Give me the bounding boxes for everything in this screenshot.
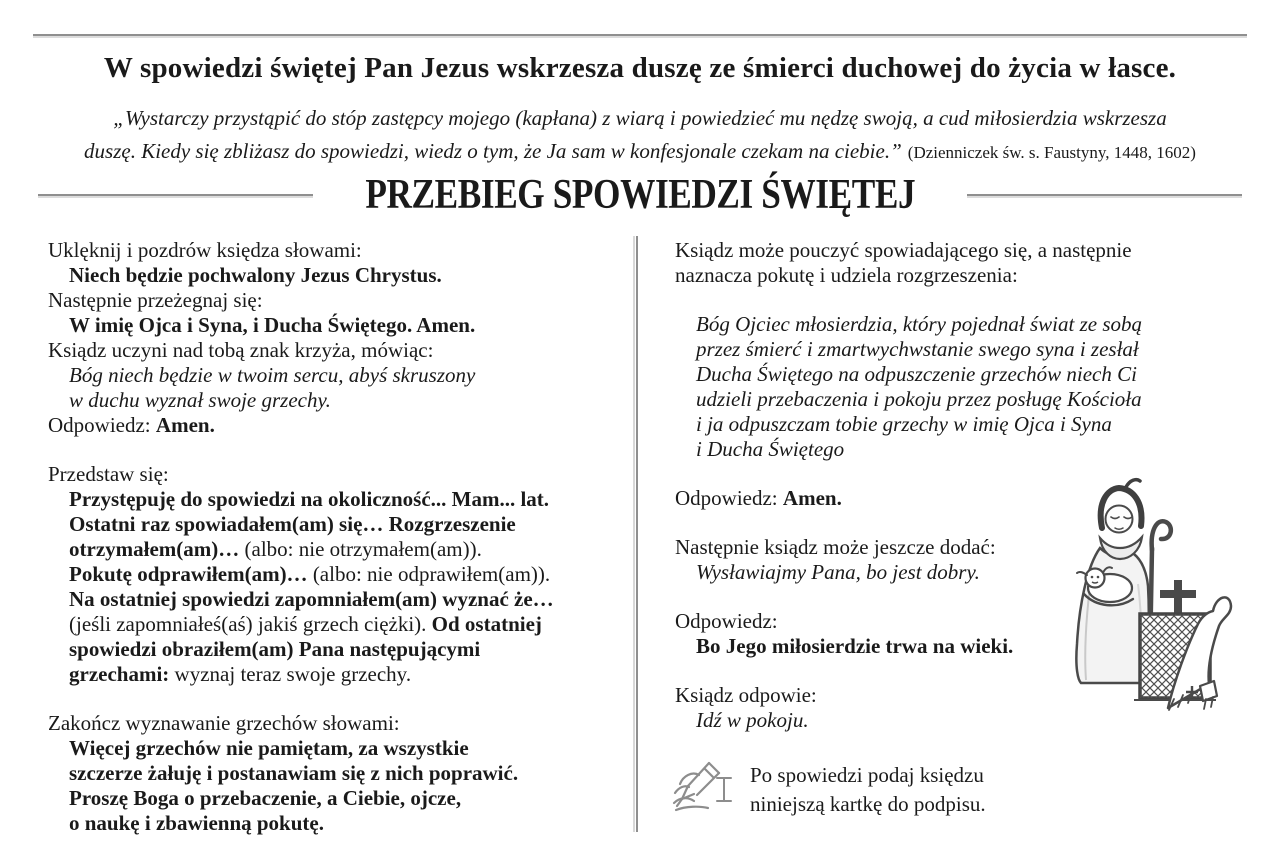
quote-attribution: (Dzienniczek św. s. Faustyny, 1448, 1602)	[907, 143, 1196, 162]
quote-line-2	[0, 135, 1280, 169]
text-line: spowiedzi obraziłem(am) Pana następującymi	[69, 637, 481, 661]
text-line: Ostatni raz spowiadałem(am) się… Rozgrzeszenie	[69, 512, 516, 536]
signature-note	[670, 756, 986, 820]
text-line: Przedstaw się:	[48, 462, 169, 486]
faustina-quote	[0, 102, 1280, 169]
text-line: (jeśli zapomniałeś(aś) jakiś grzech ciężki). Od ostatniej	[69, 612, 542, 636]
text-line: Przystępuję do spowiedzi na okoliczność... Mam... lat.	[69, 487, 550, 511]
text-line: Bóg niech będzie w twoim sercu, abyś skruszony	[69, 363, 476, 387]
text-line: i ja odpuszczam tobie grzechy w imię Ojca i Syna	[696, 412, 1112, 436]
text-line: Zakończ wyznawanie grzechów słowami:	[48, 711, 400, 735]
text-line: Następnie przeżegnaj się:	[48, 288, 263, 312]
section-title: PRZEBIEG SPOWIEDZI ŚWIĘTEJ	[365, 172, 915, 218]
text-line: o naukę i zbawienną pokutę.	[69, 811, 324, 835]
left-ornament-rule	[38, 194, 313, 196]
text-line: Idź w pokoju.	[696, 708, 809, 732]
text-line: Bóg Ojciec młosierdzia, który pojednał świat ze sobą	[696, 312, 1143, 336]
left-column	[48, 238, 633, 853]
right-ornament-rule	[967, 194, 1242, 196]
page-title: W spowiedzi świętej Pan Jezus wskrzesza duszę ze śmierci duchowej do życia w łasce.	[103, 52, 1177, 84]
signature-note-text	[750, 756, 986, 819]
text-line: Odpowiedz: Amen.	[48, 413, 215, 437]
text-line: grzechami: wyznaj teraz swoje grzechy.	[69, 662, 412, 686]
section-title-row	[38, 172, 1242, 218]
text-line: Bo Jego miłosierdzie trwa na wieki.	[696, 634, 1014, 658]
text-line: Uklęknij i pozdrów księdza słowami:	[48, 238, 362, 262]
text-line: i Ducha Świętego	[696, 437, 845, 461]
text-line: udzieli przebaczenia i pokoju przez posługę Kościoła	[696, 387, 1142, 411]
text-line: Odpowiedz:	[675, 609, 778, 633]
text-line: Odpowiedz: Amen.	[675, 486, 842, 510]
text-line: Następnie ksiądz może jeszcze dodać:	[675, 535, 996, 559]
text-block	[48, 711, 633, 836]
signature-pen-icon	[670, 756, 734, 820]
text-line: Pokutę odprawiłem(am)… (albo: nie odprawiłem(am)).	[69, 562, 551, 586]
text-line: w duchu wyznał swoje grzechy.	[69, 388, 331, 412]
text-line: przez śmierć i zmartwychwstanie swego syna i zesłał	[696, 337, 1139, 361]
text-line: Ksiądz może pouczyć spowiadającego się, a następnie	[675, 238, 1132, 262]
column-divider-rule	[636, 236, 638, 832]
text-block	[675, 238, 1275, 288]
text-line: Wysławiajmy Pana, bo jest dobry.	[696, 560, 980, 584]
text-block	[675, 312, 1275, 462]
quote-text: duszę. Kiedy się zbliżasz do spowiedzi, wiedz o tym, że Ja sam w konfesjonale czekam na ciebie.”	[84, 139, 902, 163]
top-horizontal-rule	[33, 34, 1247, 36]
text-block	[48, 238, 633, 438]
text-line: naznacza pokutę i udziela rozgrzeszenia:	[675, 263, 1018, 287]
note-line-2: niniejszą kartkę do podpisu.	[750, 792, 986, 816]
text-line: Na ostatniej spowiedzi zapomniałem(am) wyznać że…	[69, 587, 554, 611]
note-line-1: Po spowiedzi podaj księdzu	[750, 763, 984, 787]
quote-line-1: „Wystarczy przystąpić do stóp zastępcy mojego (kapłana) z wiarą i powiedzieć mu nędzę swoją, a cud miłosierdzia wskrzesza	[113, 106, 1167, 130]
text-line: Proszę Boga o przebaczenie, a Ciebie, ojcze,	[69, 786, 462, 810]
text-line: Niech będzie pochwalony Jezus Chrystus.	[69, 263, 442, 287]
text-line: szczerze żałuję i postanawiam się z nich poprawić.	[69, 761, 519, 785]
text-block	[48, 462, 633, 687]
monk-with-lamb-illustration	[1050, 468, 1280, 738]
text-line: Więcej grzechów nie pamiętam, za wszystkie	[69, 736, 469, 760]
text-line: Ducha Świętego na odpuszczenie grzechów niech Ci	[696, 362, 1137, 386]
text-line: otrzymałem(am)… (albo: nie otrzymałem(am)).	[69, 537, 482, 561]
text-line: W imię Ojca i Syna, i Ducha Świętego. Amen.	[69, 313, 476, 337]
text-line: Ksiądz uczyni nad tobą znak krzyża, mówiąc:	[48, 338, 434, 362]
text-line: Ksiądz odpowie:	[675, 683, 817, 707]
